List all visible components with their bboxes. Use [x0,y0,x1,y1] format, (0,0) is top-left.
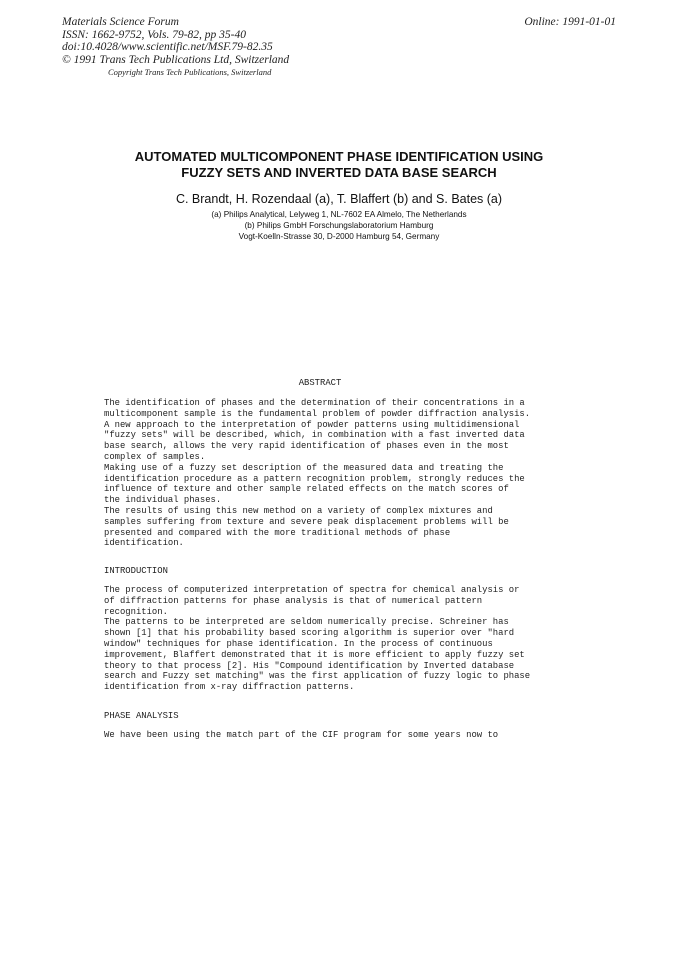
text-line: samples suffering from texture and severe peak displacement problems will be [104,516,509,527]
text-line: complex of samples. [104,451,206,462]
text-line: improvement, Blaffert demonstrated that it is more efficient to apply fuzzy set [104,649,525,660]
phase-analysis-body [104,730,498,741]
text-line: multicomponent sample is the fundamental problem of powder diffraction analysis. [104,408,531,419]
text-line: presented and compared with the more traditional methods of phase [104,527,451,538]
journal-name: Materials Science Forum [62,16,179,28]
abstract-body [104,398,530,549]
text-line: The identification of phases and the determination of their concentrations in a [104,398,525,408]
text-line: theory to that process [2]. His "Compound identification by Inverted database [104,660,515,671]
online-date: Online: 1991-01-01 [524,16,616,28]
abstract-heading: ABSTRACT [298,378,342,388]
introduction-body [104,585,530,693]
text-line: search and Fuzzy set matching" was the first application of fuzzy logic to phase [104,671,531,682]
paper-title-line-1: AUTOMATED MULTICOMPONENT PHASE IDENTIFICATION USING [134,149,544,164]
issn-line: ISSN: 1662-9752, Vols. 79-82, pp 35-40 [62,28,246,41]
affiliation-a: (a) Philips Analytical, Lelyweg 1, NL-7602 EA Almelo, The Netherlands [211,210,467,219]
text-line: base search, allows the very rapid identification of phases even in the most [104,441,509,452]
authors: C. Brandt, H. Rozendaal (a), T. Blaffert (b) and S. Bates (a) [175,192,503,206]
text-line: "fuzzy sets" will be described, which, in combination with a fast inverted data [104,430,525,441]
paper-title-line-2: FUZZY SETS AND INVERTED DATA BASE SEARCH [181,165,497,180]
text-line: The patterns to be interpreted are seldom numerically precise. Schreiner has [104,617,509,628]
text-line: Making use of a fuzzy set description of the measured data and treating the [104,462,504,473]
text-line: of diffraction patterns for phase analysis is that of numerical pattern [104,595,483,606]
text-line: identification. [104,538,184,549]
affiliation-b-line-1: (b) Philips GmbH Forschungslaboratorium Hamburg [244,221,434,230]
copyright-line: © 1991 Trans Tech Publications Ltd, Switzerland [62,53,290,66]
introduction-heading: INTRODUCTION [104,566,168,576]
text-line: window" techniques for phase identification. In the process of continuous [104,638,493,649]
text-line: The process of computerized interpretation of spectra for chemical analysis or [104,585,520,595]
text-line: shown [1] that his probability based scoring algorithm is superior over "hard [104,628,515,639]
text-line: influence of texture and other sample related effects on the match scores of [104,484,509,495]
text-line: The results of using this new method on a variety of complex mixtures and [104,505,493,516]
text-line: recognition. [104,606,168,617]
phase-analysis-heading: PHASE ANALYSIS [104,711,179,721]
text-line: identification procedure as a pattern recognition problem, strongly reduces the [104,473,525,484]
copyright-stamp: Copyright Trans Tech Publications, Switzerland [108,67,272,77]
text-line: We have been using the match part of the CIF program for some years now to [104,730,499,740]
text-line: identification from x-ray diffraction patterns. [104,682,355,693]
affiliation-b-line-2: Vogt-Koelln-Strasse 30, D-2000 Hamburg 54, Germany [238,232,440,241]
text-line: A new approach to the interpretation of powder patterns using multidimensional [104,419,520,430]
text-line: the individual phases. [104,495,222,506]
doi-line[interactable]: doi:10.4028/www.scientific.net/MSF.79-82.35 [62,41,273,53]
